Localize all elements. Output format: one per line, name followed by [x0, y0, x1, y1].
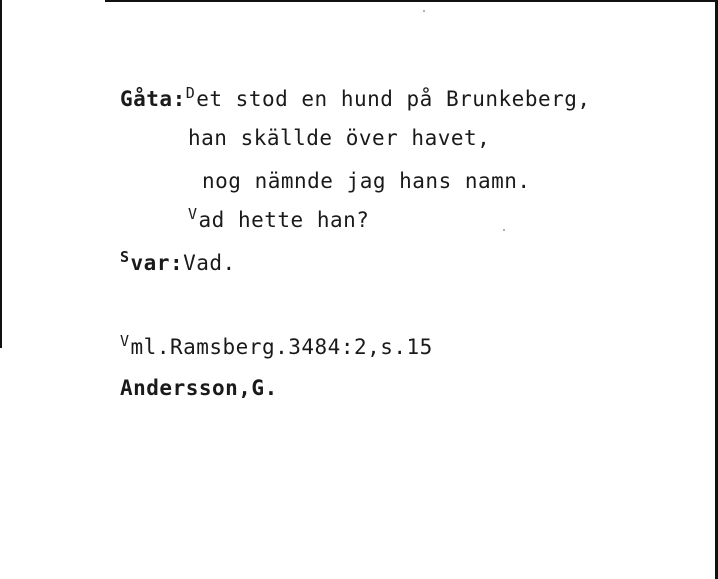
answer-initial-s: S: [120, 248, 130, 266]
answer-label: var:: [130, 251, 184, 275]
riddle-line-4-text: ad hette han?: [198, 208, 370, 232]
reference-line: [120, 334, 433, 362]
answer-text: Vad.: [183, 251, 236, 275]
riddle-label: Gåta:: [120, 87, 186, 111]
answer-line: [120, 250, 236, 278]
paper-speck: [423, 10, 425, 12]
riddle-line-4: [188, 207, 369, 235]
riddle-line-1: [120, 86, 591, 114]
card-top-edge: [105, 0, 718, 2]
riddle-initial-d: D: [185, 84, 196, 102]
card-left-edge: [0, 0, 2, 348]
riddle-line-3: nog nämnde jag hans namn.: [202, 169, 531, 193]
riddle-line-1-text: et stod en hund på Brunkeberg,: [196, 87, 591, 111]
riddle-line-2: han skällde över havet,: [188, 126, 491, 150]
riddle-initial-v: V: [188, 205, 198, 223]
paper-speck: [503, 229, 505, 231]
reference-initial-v: V: [120, 332, 130, 350]
collector-line: Andersson,G.: [120, 376, 278, 400]
reference-text: ml.Ramsberg.3484:2,s.15: [130, 335, 433, 359]
